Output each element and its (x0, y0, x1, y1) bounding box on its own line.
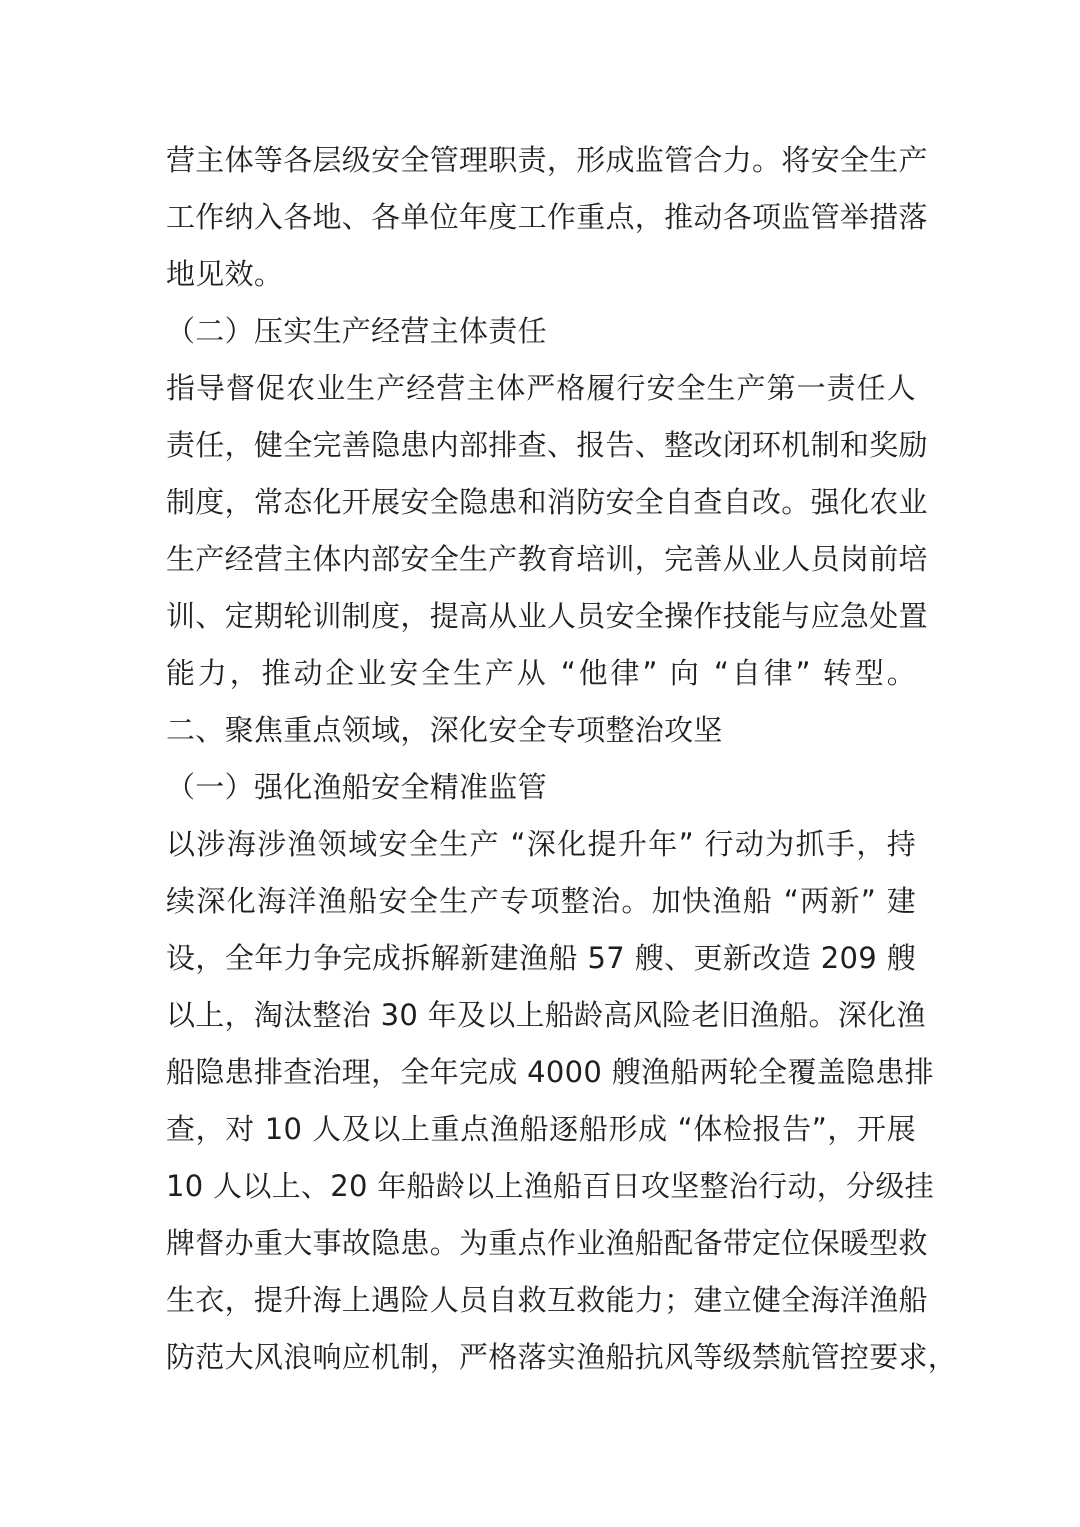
document-body (166, 132, 958, 1386)
text-line: 船隐患排查治理，全年完成 4000 艘渔船两轮全覆盖隐患排 (166, 1055, 934, 1089)
text-line: 以涉海涉渔领域安全生产 “深化提升年” 行动为抓手，持 (166, 827, 916, 861)
paragraph (166, 360, 928, 702)
text-line: 工作纳入各地、各单位年度工作重点，推动各项监管举措落 (166, 200, 928, 234)
text-line: 责任，健全完善隐患内部排查、报告、整改闭环机制和奖励 (166, 428, 928, 462)
text-line: 设，全年力争完成拆解新建渔船 57 艘、更新改造 209 艘 (166, 941, 916, 975)
text-line: 查，对 10 人及以上重点渔船逐船形成 “体检报告”，开展 (166, 1112, 916, 1146)
section-heading (166, 702, 916, 759)
text-line: 续深化海洋渔船安全生产专项整治。加快渔船 “两新” 建 (166, 884, 916, 918)
heading-text: 二、聚焦重点领域，深化安全专项整治攻坚 (166, 713, 723, 747)
text-line: 营主体等各层级安全管理职责，形成监管合力。将安全生产 (166, 143, 928, 177)
text-line: 训、定期轮训制度，提高从业人员安全操作技能与应急处置 (166, 599, 928, 633)
text-line: 生产经营主体内部安全生产教育培训，完善从业人员岗前培 (166, 542, 928, 576)
text-line: 制度，常态化开展安全隐患和消防安全自查自改。强化农业 (166, 485, 928, 519)
paragraph (166, 132, 928, 303)
paragraph (166, 816, 958, 1386)
text-line: 指导督促农业生产经营主体严格履行安全生产第一责任人 (166, 371, 916, 405)
text-line: 地见效。 (166, 257, 284, 291)
section-subheading (166, 303, 916, 360)
text-line: 生衣，提升海上遇险人员自救互救能力；建立健全海洋渔船 (166, 1283, 928, 1317)
section-subheading (166, 759, 916, 816)
text-line: 10 人以上、20 年船龄以上渔船百日攻坚整治行动，分级挂 (166, 1169, 934, 1203)
text-line: 牌督办重大事故隐患。为重点作业渔船配备带定位保暖型救 (166, 1226, 928, 1260)
text-line: 防范大风浪响应机制，严格落实渔船抗风等级禁航管控要求， (166, 1340, 958, 1374)
subheading-text: （二）压实生产经营主体责任 (166, 314, 547, 348)
subheading-text: （一）强化渔船安全精准监管 (166, 770, 547, 804)
text-line: 以上，淘汰整治 30 年及以上船龄高风险老旧渔船。深化渔 (166, 998, 926, 1032)
text-line: 能力，推动企业安全生产从 “他律” 向 “自律” 转型。 (166, 656, 916, 690)
